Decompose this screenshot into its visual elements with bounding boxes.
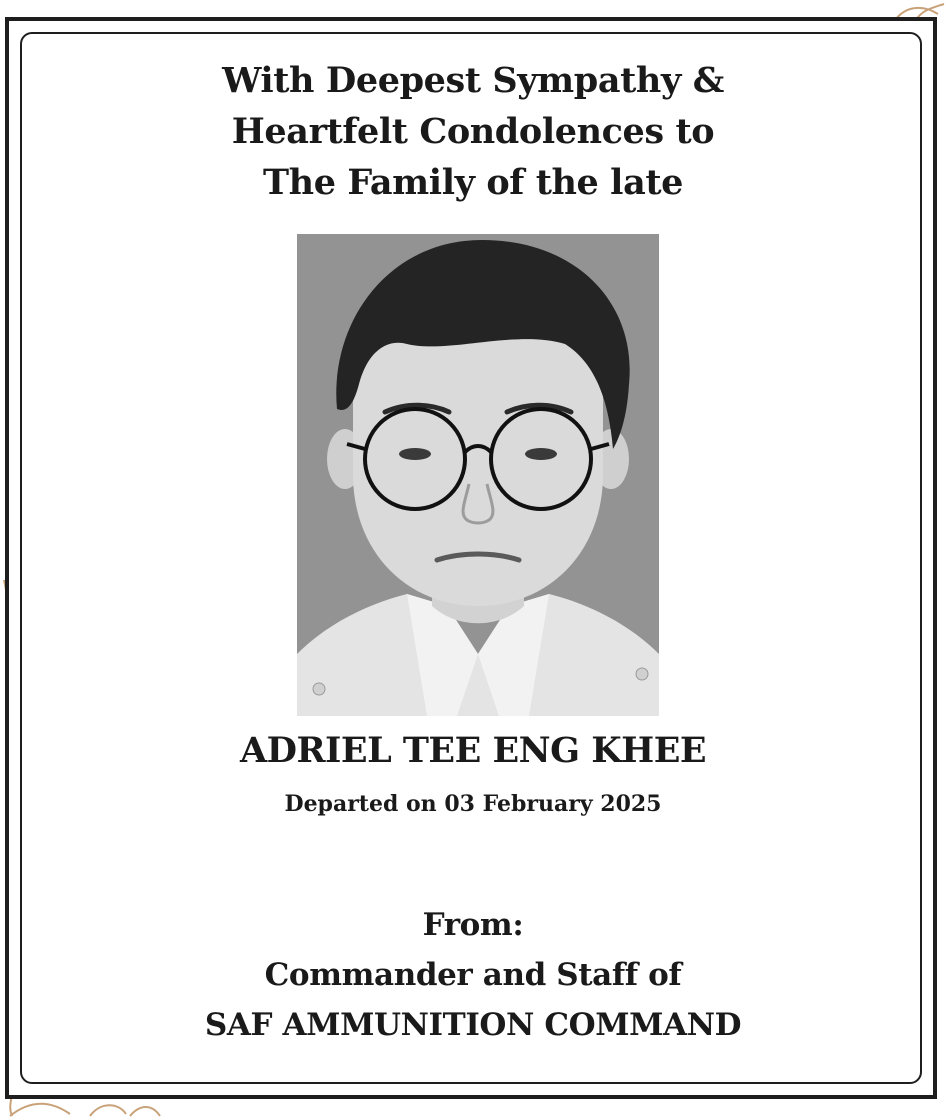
sender-line-1: Commander and Staff of xyxy=(264,957,682,993)
condolence-header xyxy=(0,55,946,208)
bottom-ornament xyxy=(0,1098,220,1118)
sender-block xyxy=(0,900,946,1050)
sender-line-2: SAF AMMUNITION COMMAND xyxy=(204,1007,742,1043)
header-line-3: The Family of the late xyxy=(263,162,683,203)
departed-date: Departed on 03 February 2025 xyxy=(284,791,662,817)
header-line-2: Heartfelt Condolences to xyxy=(231,111,715,152)
from-label: From: xyxy=(422,907,524,943)
portrait-photo xyxy=(297,234,659,716)
header-line-1: With Deepest Sympathy & xyxy=(222,60,724,101)
deceased-name: ADRIEL TEE ENG KHEE xyxy=(239,730,707,771)
